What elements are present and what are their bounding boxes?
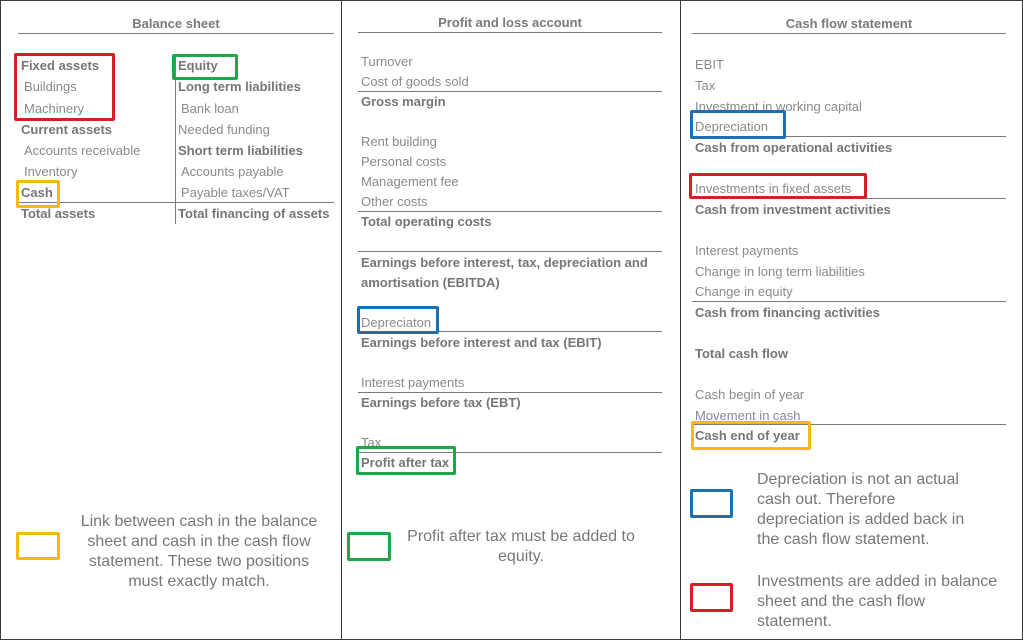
pl-line-gross (358, 91, 662, 92)
accounts-receivable-label: Accounts receivable (24, 143, 141, 158)
long-term-liabilities-label: Long term liabilities (178, 79, 301, 94)
ebt-label: Earnings before tax (EBT) (361, 395, 521, 410)
pl-depreciation-label: Depreciaton (361, 315, 432, 330)
legend-yellow-text: Link between cash in the balance sheet and cash in the cash flow statement. These two positions must exactly match. (80, 513, 318, 590)
total-operating-costs-label: Total operating costs (361, 214, 492, 229)
cf-title-underline (692, 33, 1006, 34)
cash-financing-label: Cash from financing activities (695, 305, 880, 320)
cash-highlight-box (16, 180, 60, 208)
cf-change-equity-label: Change in equity (695, 284, 793, 299)
equity-highlight-box (172, 54, 238, 80)
cash-end-highlight-box (691, 421, 811, 450)
pl-line-ebitda (358, 251, 662, 252)
ebitda-label-line2: amortisation (EBITDA) (361, 275, 500, 290)
total-financing-label: Total financing of assets (178, 206, 330, 221)
ebitda-label-line1: Earnings before interest, tax, depreciation and (361, 255, 648, 270)
legend-green-box (347, 532, 391, 561)
payable-taxes-label: Payable taxes/VAT (181, 185, 290, 200)
pl-interest-label: Interest payments (361, 375, 465, 390)
machinery-label: Machinery (24, 101, 84, 116)
cf-working-capital-label: Investment in working capital (695, 99, 862, 114)
personal-costs-label: Personal costs (361, 154, 447, 169)
cf-depreciation-highlight-box (690, 110, 786, 139)
pl-title: Profit and loss account (438, 15, 582, 30)
cf-investments-highlight-box (689, 173, 867, 199)
buildings-label: Buildings (24, 79, 77, 94)
pl-tax-label: Tax (361, 435, 382, 450)
cash-investment-label: Cash from investment activities (695, 202, 891, 217)
balance-sheet-title: Balance sheet (132, 16, 220, 31)
fixed-assets-label: Fixed assets (21, 58, 100, 73)
pl-line-ebt (358, 392, 662, 393)
ebit-label: Earnings before interest and tax (EBIT) (361, 335, 602, 350)
cash-begin-label: Cash begin of year (695, 387, 805, 402)
cf-investments-fixed-label: Investments in fixed assets (695, 181, 852, 196)
cf-change-ltl-label: Change in long term liabilities (695, 264, 865, 279)
gross-margin-label: Gross margin (361, 94, 446, 109)
profit-after-tax-label: Profit after tax (361, 455, 450, 470)
balance-total-line (18, 202, 334, 203)
needed-funding-label: Needed funding (178, 122, 270, 137)
bank-loan-label: Bank loan (181, 101, 239, 116)
cash-end-label: Cash end of year (695, 428, 800, 443)
inventory-label: Inventory (24, 164, 78, 179)
fixed-assets-highlight-box (14, 53, 115, 121)
cf-depreciation-label: Depreciation (695, 119, 768, 134)
other-costs-label: Other costs (361, 194, 428, 209)
short-term-liabilities-label: Short term liabilities (178, 143, 303, 158)
legend-red-text: Investments are added in balance sheet and the cash flow statement. (757, 573, 998, 630)
column-divider-1 (341, 0, 342, 640)
balance-title-underline (18, 33, 334, 34)
legend-blue-box (690, 489, 733, 518)
legend-yellow-box (16, 532, 60, 560)
pl-title-underline (358, 32, 662, 33)
cf-ebit-label: EBIT (695, 57, 724, 72)
management-fee-label: Management fee (361, 174, 459, 189)
profit-after-tax-highlight-box (356, 446, 456, 475)
cash-operational-label: Cash from operational activities (695, 140, 893, 155)
total-cash-flow-label: Total cash flow (695, 346, 788, 361)
equity-label: Equity (178, 58, 218, 73)
cf-title: Cash flow statement (785, 16, 913, 31)
legend-green-text: Profit after tax must be added to equity. (407, 528, 635, 565)
column-divider-2 (680, 0, 681, 640)
pl-line-opex (358, 211, 662, 212)
cf-tax-label: Tax (695, 78, 716, 93)
legend-red-box (690, 583, 733, 612)
movement-cash-label: Movement in cash (695, 408, 801, 423)
pl-depreciation-highlight-box (357, 306, 439, 334)
accounts-payable-label: Accounts payable (181, 164, 284, 179)
cf-interest-label: Interest payments (695, 243, 799, 258)
cogs-label: Cost of goods sold (361, 74, 469, 89)
legend-blue-text: Depreciation is not an actual cash out. Therefore depreciation is added back in the cash flow statement. (757, 471, 965, 548)
current-assets-label: Current assets (21, 122, 113, 137)
turnover-label: Turnover (361, 54, 413, 69)
cash-label: Cash (21, 185, 53, 200)
cf-line-financing (692, 301, 1006, 302)
total-assets-label: Total assets (21, 206, 96, 221)
rent-building-label: Rent building (361, 134, 437, 149)
balance-mid-divider (175, 56, 176, 224)
